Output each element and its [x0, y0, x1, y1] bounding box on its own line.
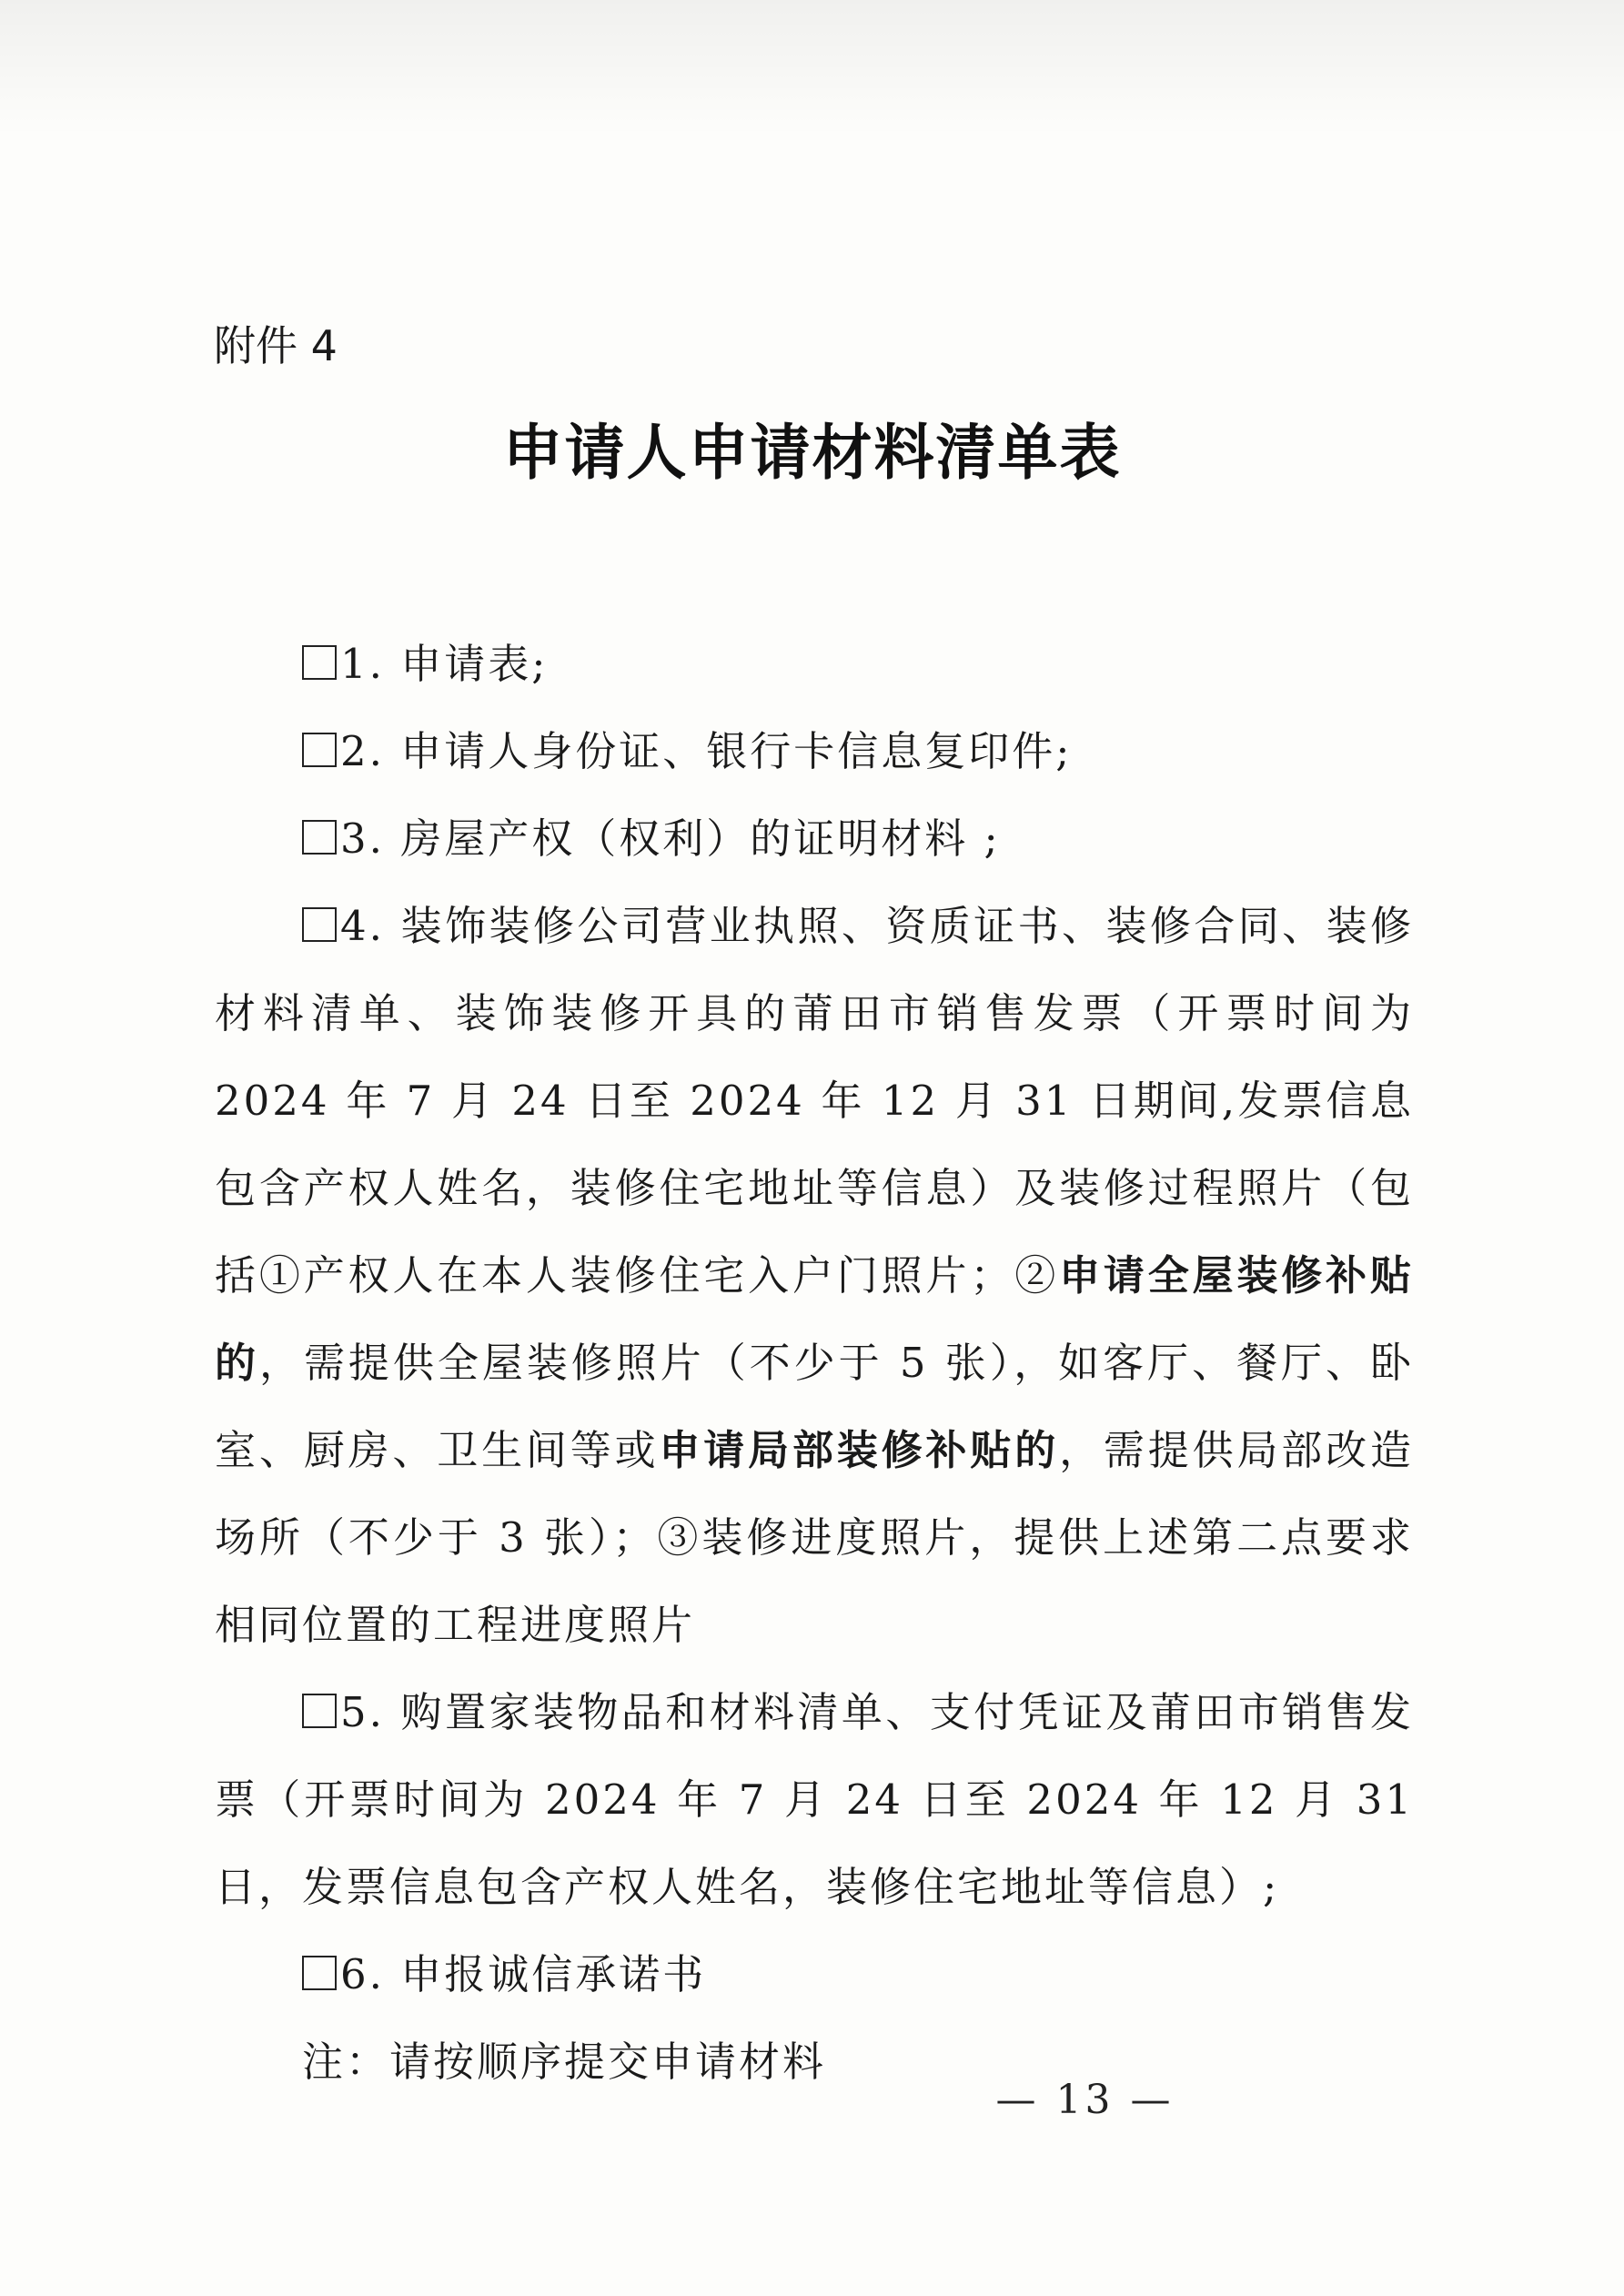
checklist-item-2 [215, 708, 1414, 795]
checkbox[interactable] [302, 645, 337, 680]
item-text: 1. 申请表; [340, 640, 549, 688]
checklist-item-6 [215, 1931, 1414, 2018]
note: 注：请按顺序提交申请材料 [302, 2038, 827, 2086]
checklist-item-3 [215, 795, 1414, 883]
attachment-label: 附件 4 [214, 321, 338, 370]
checkbox[interactable] [302, 1694, 337, 1728]
checkbox[interactable] [302, 733, 337, 767]
checklist-item-5 [215, 1669, 1414, 1931]
checkbox[interactable] [302, 820, 337, 855]
item-text: 5. 购置家装物品和材料清单、支付凭证及莆田市销售发票（开票时间为 2024 年 7 月 24 日至 2024 年 12 月 31 日，发票信息包含产权人姓名，装修住宅地址等信息）; [215, 1688, 1414, 1911]
document-body [215, 621, 1414, 2106]
item-text: 2. 申请人身份证、银行卡信息复印件; [340, 727, 1073, 775]
item-text: ，需提供局部改造场所（不少于 3 张）；③装修进度照片，提供上述第二点要求相同位置的工程进度照片 [215, 1426, 1414, 1649]
item-emphasis: 申请局部装修补贴的 [659, 1426, 1060, 1474]
item-text: 6. 申报诚信承诺书 [340, 1950, 707, 1998]
checkbox[interactable] [302, 907, 337, 942]
item-emphasis: 申请全屋装修补贴的 [215, 1251, 1414, 1387]
checklist-item-4 [215, 883, 1414, 1669]
checklist-item-1 [215, 621, 1414, 708]
checkbox[interactable] [302, 1956, 337, 1990]
scan-shadow [0, 0, 1624, 137]
page-title: 申请人申请材料清单表 [502, 417, 1122, 488]
page-number: — 13 — [995, 2077, 1175, 2123]
item-text: 3. 房屋产权（权利）的证明材料 ; [340, 814, 1001, 863]
item-text: 4. 装饰装修公司营业执照、资质证书、装修合同、装修材料清单、装饰装修开具的莆田市销售发票（开票时间为 2024 年 7 月 24 日至 2024 年 12 月 31 日期间,发票信息包含产权人姓名，装修住宅地址等信息）及装修过程照片（包括①产权人在本人装修住宅入户门照片；② [215, 902, 1414, 1300]
item-text: ，需提供全屋装修照片（不少于 5 张），如客厅、餐厅、卧室、厨房、卫生间等或 [215, 1339, 1414, 1474]
